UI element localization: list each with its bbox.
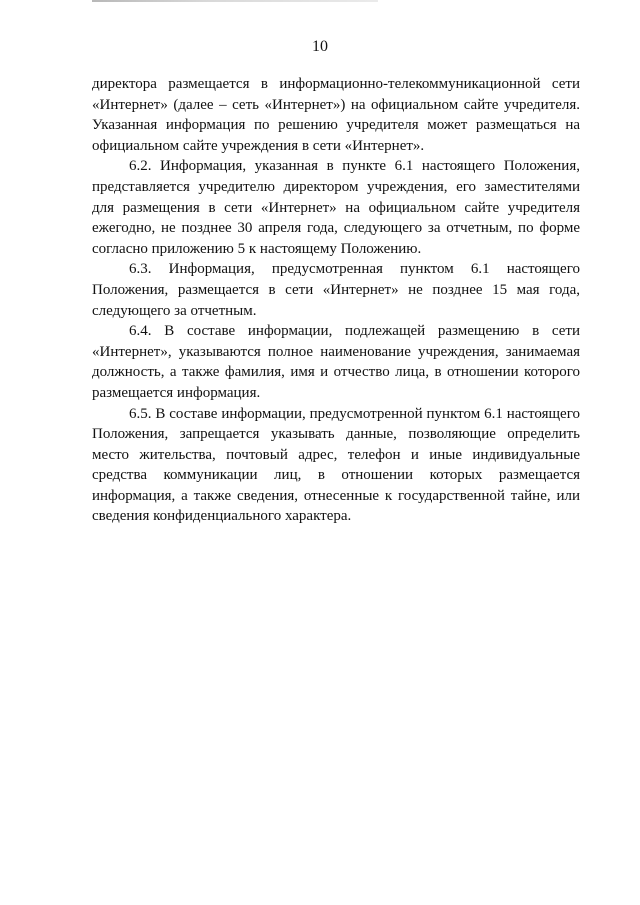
paragraph-6-3: 6.3. Информация, предусмотренная пунктом 6.1 настоящего Положения, размещается в сети «Интернет» не позднее 15 мая года, следующего за отчетным. — [92, 261, 580, 319]
paragraph-6-2: 6.2. Информация, указанная в пункте 6.1 настоящего Положения, представляется учредителю директором учреждения, его заместителями для размещения в сети «Интернет» на официальном сайте учредителя ежегодно, не позднее 30 апреля года, следующего за отчетным, по форме согласно приложению 5 к настоящему Положению. — [92, 158, 580, 257]
paragraph-6-4: 6.4. В составе информации, подлежащей размещению в сети «Интернет», указываются полное наименование учреждения, занимаемая должность, а также фамилия, имя и отчество лица, в отношении которого размещается информация. — [92, 323, 580, 401]
paragraph-continuation: директора размещается в информационно-телекоммуникационной сети «Интернет» (далее – сеть «Интернет») на официальном сайте учредителя. Указанная информация по решению учредителя может размещаться на официальном сайте учреждения в сети «Интернет». — [92, 76, 580, 154]
document-body — [92, 74, 580, 527]
scan-edge-artifact — [92, 0, 378, 2]
page-number: 10 — [312, 38, 328, 55]
paragraph-6-5: 6.5. В составе информации, предусмотренной пунктом 6.1 настоящего Положения, запрещается указывать данные, позволяющие определить место жительства, почтовый адрес, телефон и иные индивидуальные средства коммуникации лиц, в отношении которых размещается информация, а также сведения, отнесенные к государственной тайне, или сведения конфиденциального характера. — [92, 405, 580, 525]
